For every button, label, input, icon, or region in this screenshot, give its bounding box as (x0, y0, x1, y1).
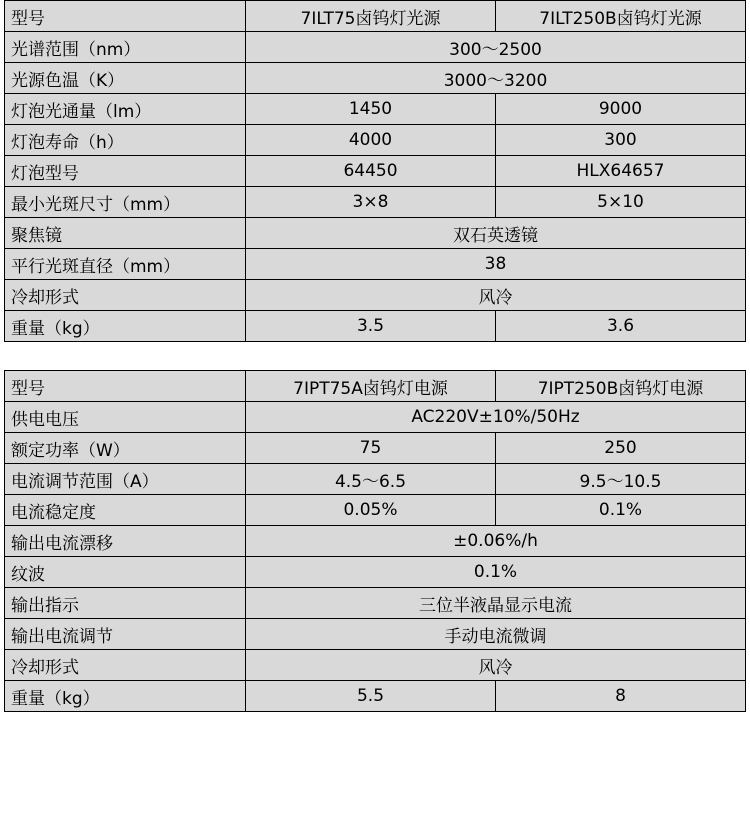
row-label: 输出电流调节 (5, 619, 246, 650)
row-value-1: 5.5 (246, 681, 496, 712)
row-value-1: 75 (246, 433, 496, 464)
power-supply-table-body (5, 371, 746, 712)
row-label: 电流调节范围（A） (5, 464, 246, 495)
row-value-2: 0.1% (496, 495, 746, 526)
row-value-2: HLX64657 (496, 156, 746, 187)
row-label: 平行光斑直径（mm） (5, 249, 246, 280)
row-value-span: 3000～3200 (246, 63, 746, 94)
table-row (5, 557, 746, 588)
row-label: 重量（kg） (5, 681, 246, 712)
row-value-span: AC220V±10%/50Hz (246, 402, 746, 433)
row-value-1: 4.5～6.5 (246, 464, 496, 495)
table-row (5, 218, 746, 249)
row-label: 冷却形式 (5, 650, 246, 681)
table-separator (4, 342, 746, 370)
row-value-span: 38 (246, 249, 746, 280)
table-row (5, 619, 746, 650)
row-value-2: 8 (496, 681, 746, 712)
row-value-2: 3.6 (496, 311, 746, 342)
table-row (5, 526, 746, 557)
row-value-1: 3×8 (246, 187, 496, 218)
row-label: 光源色温（K） (5, 63, 246, 94)
row-label: 电流稳定度 (5, 495, 246, 526)
row-value-2: 9000 (496, 94, 746, 125)
row-value-span: 三位半液晶显示电流 (246, 588, 746, 619)
row-value-1: 0.05% (246, 495, 496, 526)
row-value-1: 64450 (246, 156, 496, 187)
row-value-span: 300～2500 (246, 32, 746, 63)
row-label: 聚焦镜 (5, 218, 246, 249)
light-source-table-body (5, 1, 746, 342)
row-value-1: 7ILT75卤钨灯光源 (246, 1, 496, 32)
row-value-span: 0.1% (246, 557, 746, 588)
table-row (5, 681, 746, 712)
row-label: 供电电压 (5, 402, 246, 433)
table-row (5, 156, 746, 187)
row-value-span: 风冷 (246, 280, 746, 311)
row-value-span: ±0.06%/h (246, 526, 746, 557)
row-label: 灯泡光通量（lm） (5, 94, 246, 125)
light-source-table (4, 0, 746, 342)
row-label: 最小光斑尺寸（mm） (5, 187, 246, 218)
row-value-span: 双石英透镜 (246, 218, 746, 249)
row-value-2: 300 (496, 125, 746, 156)
row-value-2: 9.5～10.5 (496, 464, 746, 495)
row-label: 型号 (5, 1, 246, 32)
row-value-1: 1450 (246, 94, 496, 125)
table-row (5, 433, 746, 464)
row-label: 冷却形式 (5, 280, 246, 311)
row-value-2: 7ILT250B卤钨灯光源 (496, 1, 746, 32)
table-row (5, 63, 746, 94)
row-value-2: 7IPT250B卤钨灯电源 (496, 371, 746, 402)
table-row (5, 187, 746, 218)
table-row (5, 464, 746, 495)
table-row (5, 280, 746, 311)
row-label: 灯泡型号 (5, 156, 246, 187)
table-row (5, 1, 746, 32)
row-label: 灯泡寿命（h） (5, 125, 246, 156)
table-row (5, 94, 746, 125)
row-value-span: 风冷 (246, 650, 746, 681)
table-row (5, 402, 746, 433)
table-row (5, 249, 746, 280)
row-value-1: 3.5 (246, 311, 496, 342)
row-label: 输出电流漂移 (5, 526, 246, 557)
table-row (5, 650, 746, 681)
row-value-2: 250 (496, 433, 746, 464)
row-label: 额定功率（W） (5, 433, 246, 464)
table-row (5, 32, 746, 63)
row-value-span: 手动电流微调 (246, 619, 746, 650)
power-supply-table (4, 370, 746, 712)
table-row (5, 371, 746, 402)
row-value-2: 5×10 (496, 187, 746, 218)
row-value-1: 7IPT75A卤钨灯电源 (246, 371, 496, 402)
row-label: 光谱范围（nm） (5, 32, 246, 63)
row-label: 型号 (5, 371, 246, 402)
table-row (5, 311, 746, 342)
table-row (5, 125, 746, 156)
row-label: 重量（kg） (5, 311, 246, 342)
table-row (5, 495, 746, 526)
table-row (5, 588, 746, 619)
row-value-1: 4000 (246, 125, 496, 156)
row-label: 纹波 (5, 557, 246, 588)
row-label: 输出指示 (5, 588, 246, 619)
